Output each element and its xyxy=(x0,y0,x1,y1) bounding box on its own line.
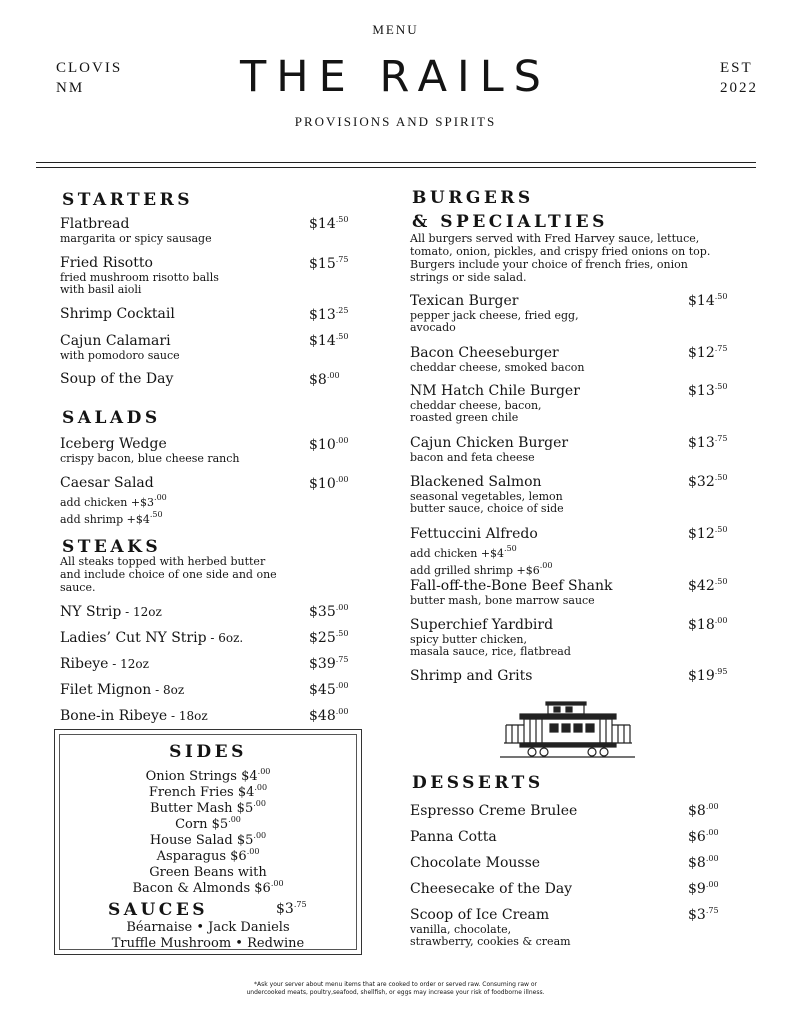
item-price: $\$14^{.50}$ xyxy=(688,292,728,309)
item-name: Flatbread xyxy=(60,216,130,232)
header-divider-top xyxy=(36,162,756,163)
item-desc: add chicken $+\$4^{.50}$ xyxy=(410,544,517,560)
steaks-title: STEAKS xyxy=(62,537,162,557)
item-desc: cheddar cheese, smoked bacon xyxy=(410,361,585,374)
menu-item-shrimp-cocktail xyxy=(60,306,175,323)
item-price: $\$13^{.25}$ xyxy=(309,306,349,323)
item-desc: seasonal vegetables, lemon xyxy=(410,490,563,503)
steaks-note-2: and include choice of one side and one xyxy=(60,568,277,581)
menu-item-ladies-cut-ny-strip xyxy=(60,630,243,647)
item-name: Bone-in Ribeye xyxy=(60,708,168,724)
item-desc: spicy butter chicken, xyxy=(410,633,527,646)
item-price: $\$8^{.00}$ xyxy=(688,854,719,871)
side-item: Bacon & Almonds $\$6^{.00}$ xyxy=(132,879,284,896)
menu-item-ribeye xyxy=(60,656,149,673)
item-price: $\$3^{.75}$ xyxy=(688,906,719,923)
item-price: $\$48^{.00}$ xyxy=(309,707,349,724)
steaks-note-3: sauce. xyxy=(60,581,96,594)
item-name: Cajun Calamari xyxy=(60,333,171,349)
menu-item-filet-mignon xyxy=(60,682,184,699)
item-name: Ribeye xyxy=(60,656,109,672)
item-name: Soup of the Day xyxy=(60,371,174,387)
menu-item-blackened-salmon xyxy=(410,474,564,515)
item-name: Scoop of Ice Cream xyxy=(410,907,550,923)
item-name: Cheesecake of the Day xyxy=(410,881,573,897)
menu-item-bacon-cheeseburger xyxy=(410,345,584,374)
restaurant-title: THE RAILS xyxy=(240,52,551,102)
item-desc: butter sauce, choice of side xyxy=(410,502,564,515)
item-name: Shrimp Cocktail xyxy=(60,306,175,322)
item-price: $\$25^{.50}$ xyxy=(309,629,349,646)
menu-item-cajun-chicken-burger xyxy=(410,435,568,464)
item-desc: with basil aioli xyxy=(60,283,142,296)
header-divider-bottom xyxy=(36,167,756,168)
item-price: $\$45^{.00}$ xyxy=(309,681,349,698)
menu-item-fried-risotto xyxy=(60,255,219,296)
item-name: Caesar Salad xyxy=(60,475,154,491)
item-price: $\$39^{.75}$ xyxy=(309,655,349,672)
menu-item-bone-in-ribeye xyxy=(60,708,208,725)
item-name: Fettuccini Alfredo xyxy=(410,526,538,542)
burgers-note-4: strings or side salad. xyxy=(410,271,527,284)
item-desc: masala sauce, rice, flatbread xyxy=(410,645,571,658)
item-size: - 18oz xyxy=(167,709,208,723)
location-city: CLOVIS xyxy=(56,60,123,76)
item-size: - 12oz xyxy=(108,657,149,671)
item-name: Fall-off-the-Bone Beef Shank xyxy=(410,578,613,594)
starters-title: STARTERS xyxy=(62,190,194,210)
menu-item-beef-shank xyxy=(410,578,612,607)
food-safety-disclaimer xyxy=(0,981,791,997)
item-price: $\$12^{.75}$ xyxy=(688,344,728,361)
menu-item-flatbread xyxy=(60,216,212,245)
burgers-note-3: Burgers include your choice of french fries, onion xyxy=(410,258,688,271)
item-price: $\$8^{.00}$ xyxy=(688,802,719,819)
item-desc: bacon and feta cheese xyxy=(410,451,535,464)
item-price: $\$19^{.95}$ xyxy=(688,667,728,684)
item-name: Espresso Creme Brulee xyxy=(410,803,578,819)
menu-item-caesar-salad xyxy=(60,475,167,526)
item-price: $\$13^{.50}$ xyxy=(688,382,728,399)
salads-title: SALADS xyxy=(62,408,161,428)
item-size: - 12oz xyxy=(121,605,162,619)
item-name: Bacon Cheeseburger xyxy=(410,345,559,361)
item-price: $\$10^{.00}$ xyxy=(309,436,349,453)
established-year: 2022 xyxy=(720,80,758,96)
item-desc: butter mash, bone marrow sauce xyxy=(410,594,595,607)
menu-item-superchief-yardbird xyxy=(410,617,571,658)
side-item: French Fries $\$4^{.00}$ xyxy=(148,783,268,800)
specialties-title: & SPECIALTIES xyxy=(412,212,608,232)
menu-item-scoop-of-ice-cream xyxy=(410,907,571,948)
side-item: House Salad $\$5^{.00}$ xyxy=(149,831,267,848)
item-price: $\$8^{.00}$ xyxy=(309,371,340,388)
menu-item-cajun-calamari xyxy=(60,333,180,362)
item-desc: avocado xyxy=(410,321,456,334)
burgers-title: BURGERS xyxy=(412,188,534,208)
menu-item-chocolate-mousse xyxy=(410,855,540,872)
item-desc: add shrimp $+\$4^{.50}$ xyxy=(60,510,163,526)
menu-item-espresso-creme-brulee xyxy=(410,803,577,820)
sauces-price: $\$3^{.75}$ xyxy=(276,900,307,917)
item-desc: strawberry, cookies & cream xyxy=(410,935,571,948)
caboose-icon xyxy=(500,700,635,760)
item-name: Fried Risotto xyxy=(60,255,153,271)
item-price: $\$14^{.50}$ xyxy=(309,332,349,349)
side-item: Butter Mash $\$5^{.00}$ xyxy=(150,799,266,816)
item-desc: add grilled shrimp $+\$6^{.00}$ xyxy=(410,561,553,577)
established-label: EST xyxy=(720,60,753,76)
desserts-title: DESSERTS xyxy=(412,773,544,793)
side-item: Green Beans with xyxy=(149,865,267,880)
menu-item-cheesecake-of-the-day xyxy=(410,881,572,898)
steaks-note-1: All steaks topped with herbed butter xyxy=(60,555,266,568)
item-desc: crispy bacon, blue cheese ranch xyxy=(60,452,240,465)
menu-item-iceberg-wedge xyxy=(60,436,240,465)
item-name: Cajun Chicken Burger xyxy=(410,435,569,451)
menu-item-shrimp-and-grits xyxy=(410,668,532,685)
menu-label: MENU xyxy=(372,22,419,37)
item-price: $\$15^{.75}$ xyxy=(309,255,349,272)
menu-item-fettuccini-alfredo xyxy=(410,526,552,577)
item-name: Filet Mignon xyxy=(60,682,152,698)
item-price: $\$9^{.00}$ xyxy=(688,880,719,897)
sauces-line-1: Béarnaise • Jack Daniels xyxy=(126,920,290,935)
item-desc: fried mushroom risotto balls xyxy=(60,271,219,284)
sides-title: SIDES xyxy=(169,742,247,762)
menu-item-ny-strip xyxy=(60,604,162,621)
menu-item-nm-hatch-chile-burger xyxy=(410,383,580,424)
item-size: - 8oz xyxy=(151,683,185,697)
item-name: Panna Cotta xyxy=(410,829,497,845)
sauces-title: SAUCES xyxy=(108,900,209,920)
disclaimer-line-2: undercooked meats, poultry,seafood, shellfish, or eggs may increase your risk of foodborne illness. xyxy=(246,989,545,996)
item-name: NY Strip xyxy=(60,604,122,620)
item-price: $\$42^{.50}$ xyxy=(688,577,728,594)
item-price: $\$6^{.00}$ xyxy=(688,828,719,845)
item-price: $\$32^{.50}$ xyxy=(688,473,728,490)
location-state: NM xyxy=(56,80,85,96)
item-price: $\$12^{.50}$ xyxy=(688,525,728,542)
item-desc: pepper jack cheese, fried egg, xyxy=(410,309,579,322)
item-name: Iceberg Wedge xyxy=(60,436,167,452)
menu-item-texican-burger xyxy=(410,293,579,334)
item-name: Superchief Yardbird xyxy=(410,617,554,633)
item-desc: with pomodoro sauce xyxy=(60,349,180,362)
item-name: Shrimp and Grits xyxy=(410,668,533,684)
item-name: Chocolate Mousse xyxy=(410,855,541,871)
item-desc: roasted green chile xyxy=(410,411,519,424)
item-name: NM Hatch Chile Burger xyxy=(410,383,580,399)
item-price: $\$13^{.75}$ xyxy=(688,434,728,451)
item-price: $\$14^{.50}$ xyxy=(309,215,349,232)
item-name: Texican Burger xyxy=(410,293,519,309)
side-item: Asparagus $\$6^{.00}$ xyxy=(156,847,260,864)
menu-item-panna-cotta xyxy=(410,829,497,846)
item-price: $\$18^{.00}$ xyxy=(688,616,728,633)
item-desc: cheddar cheese, bacon, xyxy=(410,399,542,412)
side-item: Onion Strings $\$4^{.00}$ xyxy=(145,767,271,784)
side-item: Corn $\$5^{.00}$ xyxy=(175,815,241,832)
item-name: Ladies’ Cut NY Strip xyxy=(60,630,207,646)
item-price: $\$10^{.00}$ xyxy=(309,475,349,492)
item-size: - 6oz. xyxy=(206,631,244,645)
disclaimer-line-1: *Ask your server about menu items that are cooked to order or served raw. Consuming raw or xyxy=(254,981,537,988)
restaurant-subtitle: PROVISIONS AND SPIRITS xyxy=(294,114,497,129)
item-price: $\$35^{.00}$ xyxy=(309,603,349,620)
item-desc: margarita or spicy sausage xyxy=(60,232,212,245)
menu-item-soup-of-the-day xyxy=(60,371,173,388)
burgers-note-2: tomato, onion, pickles, and crispy fried onions on top. xyxy=(410,245,711,258)
burgers-note-1: All burgers served with Fred Harvey sauce, lettuce, xyxy=(410,232,700,245)
item-desc: add chicken $+\$3^{.00}$ xyxy=(60,493,167,509)
item-desc: vanilla, chocolate, xyxy=(410,923,512,936)
sauces-line-2: Truffle Mushroom • Redwine xyxy=(111,936,305,951)
item-name: Blackened Salmon xyxy=(410,474,542,490)
